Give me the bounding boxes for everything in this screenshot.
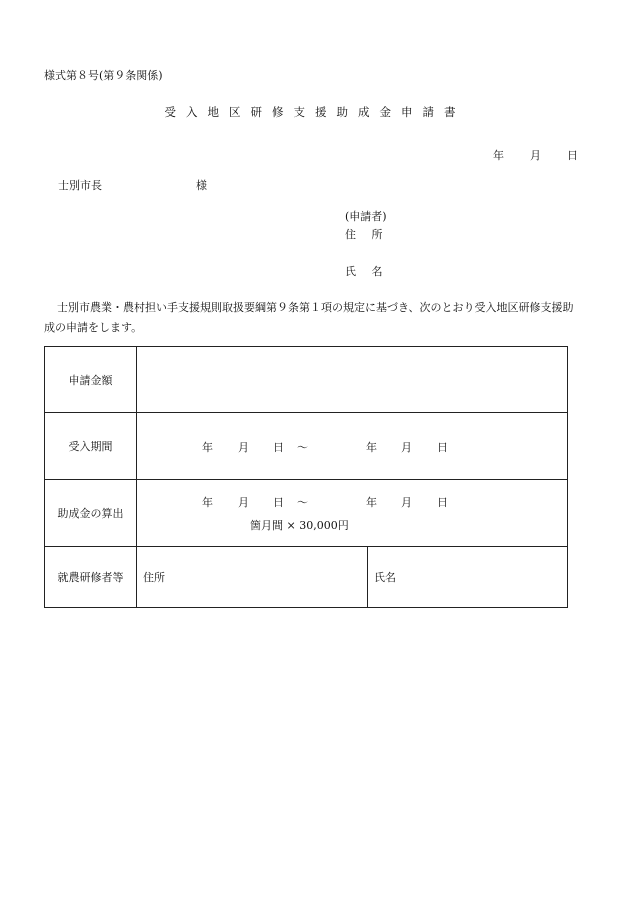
amount-field[interactable] — [137, 347, 568, 413]
trainee-field — [137, 547, 568, 608]
calc-start-day: 日 — [273, 496, 284, 509]
calc-tilde: 〜 — [297, 496, 308, 509]
period-start-day: 日 — [273, 441, 284, 454]
period-start-month: 月 — [238, 441, 249, 454]
addressee-recipient: 士別市長 — [58, 179, 102, 192]
table-row-trainee — [45, 547, 568, 608]
date-year: 年 — [493, 149, 504, 162]
period-field[interactable] — [137, 413, 568, 480]
period-end-year: 年 — [366, 441, 377, 454]
table-row-period — [45, 413, 568, 480]
period-end-month: 月 — [401, 441, 412, 454]
calc-field[interactable] — [137, 480, 568, 547]
applicant-address-label: 住 所 — [345, 228, 389, 241]
addressee — [58, 177, 207, 193]
applicant-heading: (申請者) — [345, 210, 387, 223]
table-row-calc — [45, 480, 568, 547]
period-tilde: 〜 — [297, 441, 308, 454]
page-title: 受入地区研修支援助成金申請書 — [164, 105, 466, 119]
calc-end-month: 月 — [401, 496, 412, 509]
calc-end-day: 日 — [437, 496, 448, 509]
period-start-year: 年 — [202, 441, 213, 454]
calc-start-month: 月 — [238, 496, 249, 509]
applicant-name-label: 氏 名 — [345, 265, 389, 278]
calc-formula: 箇月間 × 30,000円 — [250, 519, 349, 532]
calc-start-year: 年 — [202, 496, 213, 509]
period-label: 受入期間 — [45, 413, 137, 480]
date-month: 月 — [530, 149, 541, 162]
table-row-amount — [45, 347, 568, 413]
calc-end-year: 年 — [366, 496, 377, 509]
trainee-address-field[interactable] — [137, 547, 368, 607]
date-line — [493, 147, 578, 163]
trainee-name-label: 氏名 — [374, 571, 396, 584]
trainee-label: 就農研修者等 — [45, 547, 137, 608]
date-day: 日 — [567, 149, 578, 162]
period-end-day: 日 — [437, 441, 448, 454]
statement-text: 士別市農業・農村担い手支援規則取扱要綱第９条第１項の規定に基づき、次のとおり受入地区研修支援助成の申請をします。 — [44, 301, 574, 334]
addressee-honorific: 様 — [196, 179, 207, 192]
amount-label: 申請金額 — [45, 347, 137, 413]
trainee-name-field[interactable] — [368, 547, 567, 607]
trainee-address-label: 住所 — [143, 571, 165, 584]
application-table — [44, 346, 568, 608]
form-number: 様式第８号(第９条関係) — [44, 69, 163, 82]
calc-label: 助成金の算出 — [45, 480, 137, 547]
